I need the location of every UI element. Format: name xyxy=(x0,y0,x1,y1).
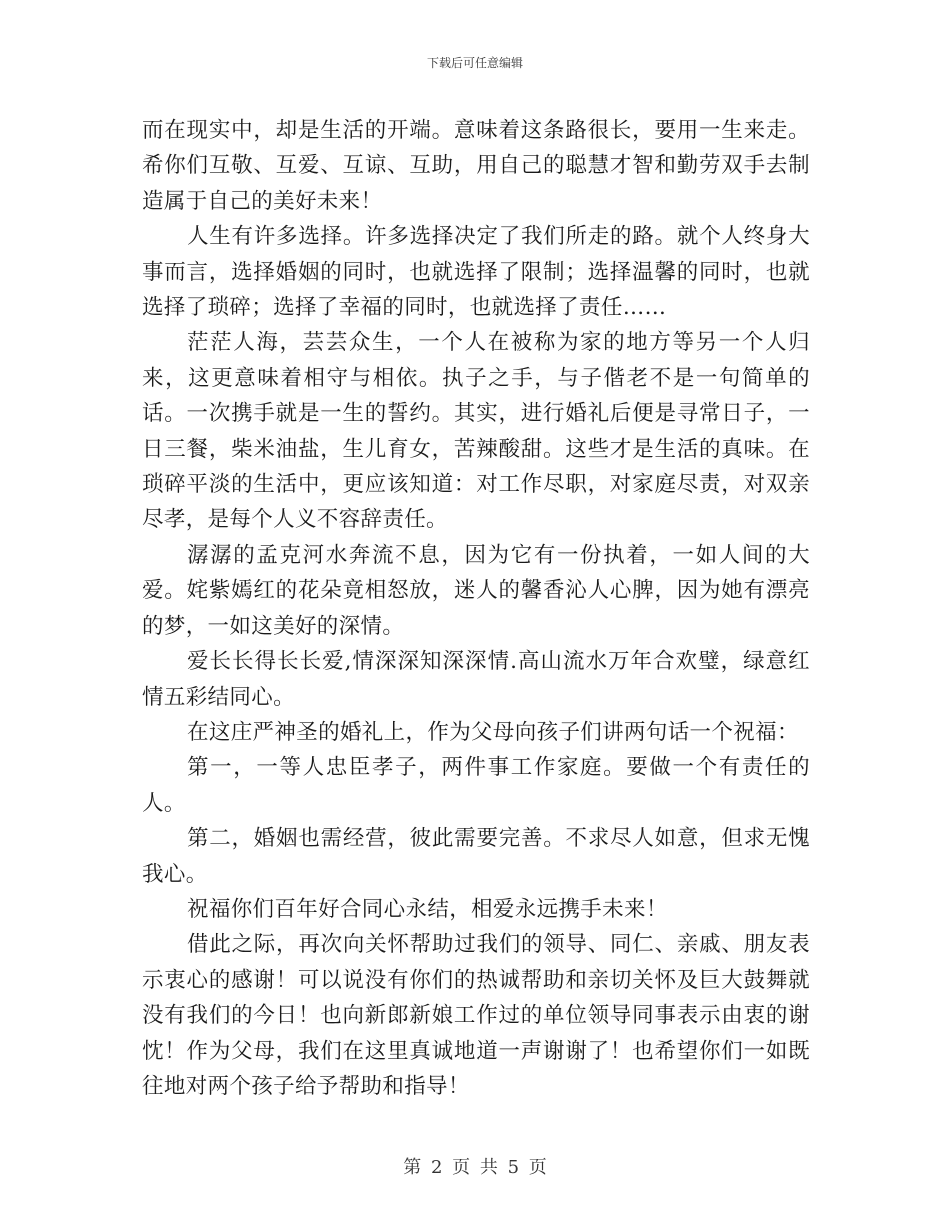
document-body xyxy=(142,113,810,1104)
page-number: 第 2 页 共 5 页 xyxy=(403,1157,547,1178)
paragraph: 爱长长得长长爱,情深深知深深情.高山流水万年合欢璧，绿意红情五彩结同心。 xyxy=(142,649,810,710)
paragraph: 人生有许多选择。许多选择决定了我们所走的路。就个人终身大事而言，选择婚姻的同时，也就选择了限制；选择温馨的同时，也就选择了琐碎；选择了幸福的同时，也就选择了责任…… xyxy=(142,224,810,321)
paragraph: 在这庄严神圣的婚礼上，作为父母向孩子们讲两句话一个祝福： xyxy=(187,719,799,745)
paragraph: 而在现实中，却是生活的开端。意味着这条路很长，要用一生来走。希你们互敬、互爱、互谅、互助，用自己的聪慧才智和勤劳双手去制造属于自己的美好未来！ xyxy=(142,118,810,214)
paragraph: 第一，一等人忠臣孝子，两件事工作家庭。要做一个有责任的人。 xyxy=(142,755,810,816)
paragraph: 祝福你们百年好合同心永结，相爱永远携手未来！ xyxy=(187,896,668,922)
paragraph: 第二，婚姻也需经营，彼此需要完善。不求尽人如意，但求无愧我心。 xyxy=(142,826,810,887)
paragraph: 茫茫人海，芸芸众生，一个人在被称为家的地方等另一个人归来，这更意味着相守与相依。执子之手，与子偕老不是一句简单的话。一次携手就是一生的誓约。其实，进行婚礼后便是寻常日子，一日三餐，柴米油盐，生儿育女，苦辣酸甜。这些才是生活的真味。在琐碎平淡的生活中，更应该知道：对工作尽职，对家庭尽责，对双亲尽孝，是每个人义不容辞责任。 xyxy=(142,330,810,533)
page-header: 下载后可任意编辑 xyxy=(426,56,523,70)
paragraph: 借此之际，再次向关怀帮助过我们的领导、同仁、亲戚、朋友表示衷心的感谢！可以说没有你们的热诚帮助和亲切关怀及巨大鼓舞就没有我们的今日！也向新郎新娘工作过的单位领导同事表示由衷的谢忱！作为父母，我们在这里真诚地道一声谢谢了！也希望你们一如既往地对两个孩子给予帮助和指导！ xyxy=(142,932,810,1099)
paragraph: 潺潺的孟克河水奔流不息，因为它有一份执着，一如人间的大爱。姹紫嫣红的花朵竟相怒放，迷人的馨香沁人心脾，因为她有漂亮的梦，一如这美好的深情。 xyxy=(142,542,810,639)
